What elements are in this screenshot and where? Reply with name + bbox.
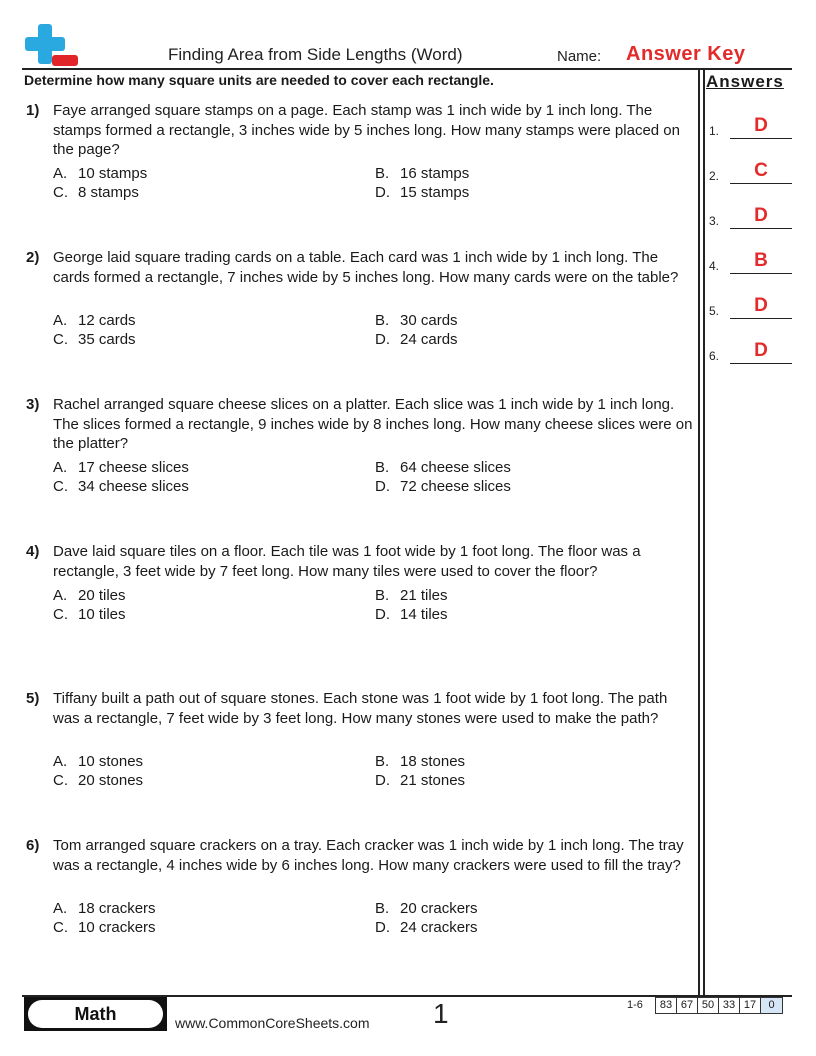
website-url: www.CommonCoreSheets.com [175, 1015, 370, 1031]
answer-value: D [754, 115, 768, 136]
option-a: A. 17 cheese slices [53, 459, 189, 476]
answers-column-divider-inner [703, 70, 705, 997]
score-table [655, 997, 783, 1014]
answer-row-3 [709, 203, 793, 229]
name-label: Name: [557, 48, 602, 65]
answer-number: 5. [709, 304, 720, 318]
question-text: Faye arranged square stamps on a page. Each stamp was 1 inch wide by 1 inch long. The stamps formed a rectangle, 3 inches wide by 5 inches long. How many stamps were placed on the page? [53, 102, 680, 158]
answer-number: 4. [709, 259, 720, 273]
option-a: A. 20 tiles [53, 587, 126, 604]
question-number: 4) [26, 543, 40, 560]
option-b: B. 21 tiles [375, 587, 448, 604]
question-text: Rachel arranged square cheese slices on a platter. Each slice was 1 inch wide by 1 inch long. The slices formed a rectangle, 9 inches wide by 8 inches long. How many cheese slices were on the platter? [53, 396, 693, 452]
question-number: 3) [26, 396, 40, 413]
header-divider [22, 68, 792, 70]
instructions: Determine how many square units are needed to cover each rectangle. [24, 72, 494, 88]
option-c: C. 8 stamps [53, 184, 139, 201]
answer-number: 6. [709, 349, 720, 363]
option-c: C. 20 stones [53, 772, 144, 789]
subject-badge [24, 997, 167, 1031]
question-text: George laid square trading cards on a table. Each card was 1 inch wide by 1 inch long. The cards formed a rectangle, 7 inches wide by 5 inches long. How many cards were on the table? [53, 249, 679, 286]
answer-value: D [754, 205, 768, 226]
score-cell: 33 [719, 997, 740, 1014]
option-c: C. 10 tiles [53, 606, 126, 623]
answer-number: 1. [709, 124, 720, 138]
question-number: 6) [26, 837, 40, 854]
option-c: C. 34 cheese slices [53, 478, 189, 495]
answer-row-5 [709, 293, 793, 319]
answer-value: D [754, 295, 768, 316]
answer-line [730, 228, 792, 229]
option-d: D. 21 stones [375, 772, 466, 789]
question-text: Tiffany built a path out of square stones. Each stone was 1 foot wide by 1 foot long. The path was a rectangle, 7 feet wide by 3 feet long. How many stones were used to make the path? [53, 690, 668, 727]
answer-value: C [754, 160, 768, 181]
answers-column-divider [698, 70, 700, 997]
answer-key-label: Answer Key [626, 43, 746, 65]
answer-number: 2. [709, 169, 720, 183]
score-range: 1-6 [627, 999, 643, 1011]
score-cell: 17 [740, 997, 761, 1014]
option-b: B. 16 stamps [375, 165, 470, 182]
question-number: 2) [26, 249, 40, 266]
worksheet-title: Finding Area from Side Lengths (Word) [168, 45, 463, 64]
answer-line [730, 183, 792, 184]
question-text: Dave laid square tiles on a floor. Each tile was 1 foot wide by 1 foot long. The floor was a rectangle, 3 feet wide by 7 feet long. How many tiles were used to cover the floor? [53, 543, 641, 580]
option-c: C. 35 cards [53, 331, 136, 348]
answers-heading: Answers [706, 72, 784, 91]
page-number: 1 [433, 998, 449, 1029]
option-d: D. 24 crackers [375, 919, 478, 936]
answer-line [730, 273, 792, 274]
score-cell: 83 [655, 997, 677, 1014]
answer-value: B [754, 250, 768, 271]
subject-label: Math [28, 1000, 163, 1028]
answer-value: D [754, 340, 768, 361]
answer-number: 3. [709, 214, 720, 228]
option-a: A. 10 stones [53, 753, 144, 770]
answer-line [730, 138, 792, 139]
score-cell: 50 [698, 997, 719, 1014]
answer-row-2 [709, 158, 793, 184]
option-d: D. 14 tiles [375, 606, 448, 623]
question-number: 5) [26, 690, 40, 707]
answer-row-4 [709, 248, 793, 274]
question-text: Tom arranged square crackers on a tray. Each cracker was 1 inch wide by 1 inch long. The tray was a rectangle, 4 inches wide by 6 inches long. How many crackers were used to fill the tray? [53, 837, 684, 874]
answer-line [730, 363, 792, 364]
score-cell: 67 [677, 997, 698, 1014]
answer-row-6 [709, 338, 793, 364]
option-a: A. 18 crackers [53, 900, 156, 917]
option-c: C. 10 crackers [53, 919, 156, 936]
option-d: D. 24 cards [375, 331, 458, 348]
option-d: D. 15 stamps [375, 184, 470, 201]
answer-row-1 [709, 113, 793, 139]
score-cell: 0 [761, 997, 783, 1014]
answer-line [730, 318, 792, 319]
option-b: B. 30 cards [375, 312, 458, 329]
option-a: A. 12 cards [53, 312, 136, 329]
option-b: B. 20 crackers [375, 900, 478, 917]
option-b: B. 18 stones [375, 753, 466, 770]
option-b: B. 64 cheese slices [375, 459, 511, 476]
plus-minus-logo-icon [22, 22, 80, 68]
option-a: A. 10 stamps [53, 165, 148, 182]
option-d: D. 72 cheese slices [375, 478, 511, 495]
question-number: 1) [26, 102, 40, 119]
